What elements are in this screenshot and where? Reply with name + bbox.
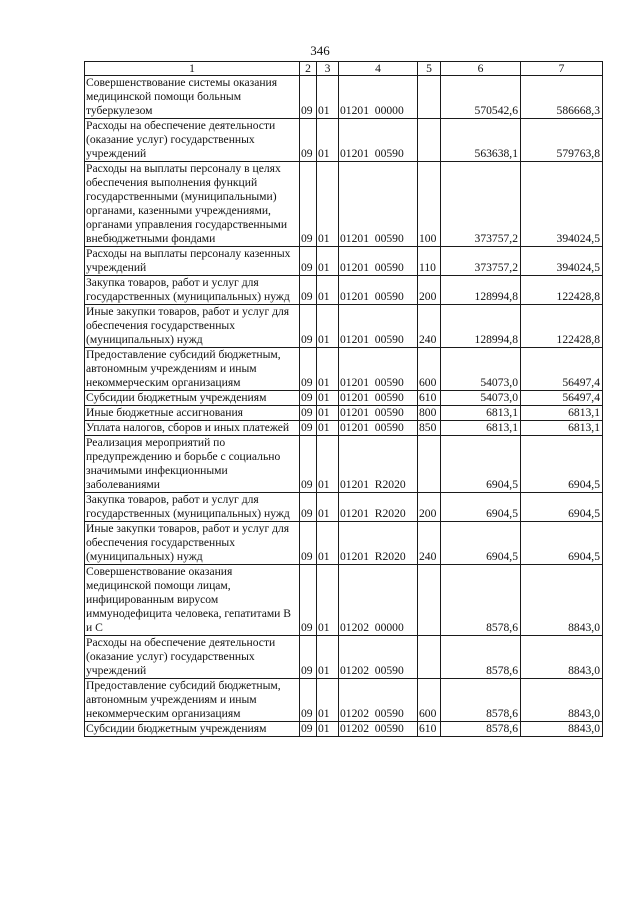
direction-code: 00590: [374, 147, 404, 160]
table-row: [85, 276, 603, 305]
table-row: [85, 493, 603, 522]
table-row: [85, 162, 603, 247]
expense-type-code: [418, 565, 441, 636]
expense-type-code: 200: [418, 276, 441, 305]
page-number: 346: [310, 43, 330, 58]
direction-code: 00590: [374, 333, 404, 346]
amount-year-2: 8843,0: [521, 722, 603, 737]
column-header: 1: [85, 62, 300, 76]
subsection-code: 01: [317, 679, 339, 722]
section-code: 09: [300, 565, 317, 636]
target-article-code: [339, 276, 418, 305]
direction-code: 00590: [374, 290, 404, 303]
expense-type-code: [418, 636, 441, 679]
direction-code: R2020: [374, 507, 406, 520]
subsection-code: 01: [317, 162, 339, 247]
budget-item-name: Иные закупки товаров, работ и услуг для обеспечения государственных (муниципальных) нужд: [85, 305, 300, 348]
direction-code: 00590: [374, 707, 404, 720]
table-row: [85, 722, 603, 737]
amount-year-2: 122428,8: [521, 305, 603, 348]
budget-item-name: Совершенствование оказания медицинской помощи лицам, инфицированным вирусом иммунодефицита человека, гепатитами В и С: [85, 565, 300, 636]
budget-item-name: Расходы на обеспечение деятельности (оказание услуг) государственных учреждений: [85, 636, 300, 679]
direction-code: 00000: [374, 104, 404, 117]
table-row: [85, 305, 603, 348]
target-article-code: [339, 421, 418, 436]
amount-year-1: 563638,1: [441, 119, 521, 162]
subsection-code: 01: [317, 276, 339, 305]
table-row: [85, 679, 603, 722]
amount-year-2: 6813,1: [521, 406, 603, 421]
direction-code: 00590: [374, 261, 404, 274]
amount-year-1: 8578,6: [441, 679, 521, 722]
section-code: 09: [300, 276, 317, 305]
section-code: 09: [300, 162, 317, 247]
target-article-code: [339, 522, 418, 565]
subsection-code: 01: [317, 247, 339, 276]
expense-type-code: 610: [418, 391, 441, 406]
section-code: 09: [300, 636, 317, 679]
direction-code: 00590: [374, 391, 404, 404]
program-code: 01202: [340, 707, 369, 720]
expense-type-code: 600: [418, 679, 441, 722]
direction-code: 00000: [374, 621, 404, 634]
budget-item-name: Расходы на обеспечение деятельности (оказание услуг) государственных учреждений: [85, 119, 300, 162]
subsection-code: 01: [317, 522, 339, 565]
target-article-code: [339, 406, 418, 421]
program-code: 01202: [340, 664, 369, 677]
expense-type-code: 110: [418, 247, 441, 276]
expense-type-code: [418, 119, 441, 162]
target-article-code: [339, 436, 418, 493]
direction-code: 00590: [374, 664, 404, 677]
section-code: 09: [300, 406, 317, 421]
subsection-code: 01: [317, 348, 339, 391]
amount-year-1: 6813,1: [441, 421, 521, 436]
target-article-code: [339, 119, 418, 162]
column-header: 2: [300, 62, 317, 76]
budget-item-name: Предоставление субсидий бюджетным, автономным учреждениям и иным некоммерческим организациям: [85, 348, 300, 391]
section-code: 09: [300, 436, 317, 493]
budget-item-name: Уплата налогов, сборов и иных платежей: [85, 421, 300, 436]
section-code: 09: [300, 391, 317, 406]
section-code: 09: [300, 76, 317, 119]
expense-type-code: 600: [418, 348, 441, 391]
amount-year-1: 8578,6: [441, 722, 521, 737]
target-article-code: [339, 305, 418, 348]
amount-year-1: 54073,0: [441, 391, 521, 406]
amount-year-1: 6813,1: [441, 406, 521, 421]
table-row: [85, 522, 603, 565]
section-code: 09: [300, 679, 317, 722]
expense-type-code: 240: [418, 522, 441, 565]
program-code: 01201: [340, 333, 369, 346]
amount-year-1: 373757,2: [441, 247, 521, 276]
amount-year-2: 8843,0: [521, 636, 603, 679]
table-row: [85, 636, 603, 679]
direction-code: 00590: [374, 421, 404, 434]
section-code: 09: [300, 421, 317, 436]
table-row: [85, 436, 603, 493]
amount-year-2: 586668,3: [521, 76, 603, 119]
expense-type-code: 850: [418, 421, 441, 436]
amount-year-1: 128994,8: [441, 276, 521, 305]
amount-year-2: 6904,5: [521, 493, 603, 522]
subsection-code: 01: [317, 421, 339, 436]
expense-type-code: 100: [418, 162, 441, 247]
budget-table: [84, 61, 603, 737]
target-article-code: [339, 636, 418, 679]
direction-code: 00590: [374, 406, 404, 419]
program-code: 01201: [340, 376, 369, 389]
program-code: 01202: [340, 621, 369, 634]
subsection-code: 01: [317, 565, 339, 636]
section-code: 09: [300, 305, 317, 348]
header-row: [85, 62, 603, 76]
table-row: [85, 119, 603, 162]
table-row: [85, 421, 603, 436]
section-code: 09: [300, 722, 317, 737]
program-code: 01201: [340, 261, 369, 274]
direction-code: 00590: [374, 232, 404, 245]
section-code: 09: [300, 348, 317, 391]
program-code: 01201: [340, 406, 369, 419]
program-code: 01201: [340, 478, 369, 491]
program-code: 01201: [340, 290, 369, 303]
subsection-code: 01: [317, 391, 339, 406]
target-article-code: [339, 493, 418, 522]
expense-type-code: 240: [418, 305, 441, 348]
target-article-code: [339, 162, 418, 247]
subsection-code: 01: [317, 76, 339, 119]
amount-year-1: 373757,2: [441, 162, 521, 247]
table-row: [85, 565, 603, 636]
expense-type-code: [418, 436, 441, 493]
budget-item-name: Совершенствование системы оказания медицинской помощи больным туберкулезом: [85, 76, 300, 119]
target-article-code: [339, 722, 418, 737]
expense-type-code: [418, 76, 441, 119]
budget-item-name: Закупка товаров, работ и услуг для государственных (муниципальных) нужд: [85, 276, 300, 305]
amount-year-2: 122428,8: [521, 276, 603, 305]
program-code: 01201: [340, 550, 369, 563]
amount-year-2: 6904,5: [521, 436, 603, 493]
direction-code: 00590: [374, 376, 404, 389]
amount-year-1: 8578,6: [441, 636, 521, 679]
direction-code: R2020: [374, 550, 406, 563]
direction-code: R2020: [374, 478, 406, 491]
program-code: 01201: [340, 147, 369, 160]
budget-item-name: Расходы на выплаты персоналу казенных учреждений: [85, 247, 300, 276]
subsection-code: 01: [317, 722, 339, 737]
section-code: 09: [300, 119, 317, 162]
program-code: 01202: [340, 722, 369, 735]
column-header: 7: [521, 62, 603, 76]
target-article-code: [339, 76, 418, 119]
amount-year-2: 56497,4: [521, 391, 603, 406]
budget-item-name: Субсидии бюджетным учреждениям: [85, 391, 300, 406]
budget-item-name: Субсидии бюджетным учреждениям: [85, 722, 300, 737]
amount-year-2: 6904,5: [521, 522, 603, 565]
amount-year-2: 579763,8: [521, 119, 603, 162]
amount-year-2: 394024,5: [521, 162, 603, 247]
expense-type-code: 800: [418, 406, 441, 421]
program-code: 01201: [340, 391, 369, 404]
budget-item-name: Предоставление субсидий бюджетным, автономным учреждениям и иным некоммерческим организациям: [85, 679, 300, 722]
table-row: [85, 247, 603, 276]
section-code: 09: [300, 493, 317, 522]
section-code: 09: [300, 247, 317, 276]
program-code: 01201: [340, 104, 369, 117]
target-article-code: [339, 391, 418, 406]
table-row: [85, 406, 603, 421]
amount-year-1: 6904,5: [441, 522, 521, 565]
target-article-code: [339, 348, 418, 391]
budget-item-name: Закупка товаров, работ и услуг для государственных (муниципальных) нужд: [85, 493, 300, 522]
section-code: 09: [300, 522, 317, 565]
table-row: [85, 76, 603, 119]
subsection-code: 01: [317, 636, 339, 679]
budget-item-name: Иные бюджетные ассигнования: [85, 406, 300, 421]
budget-item-name: Реализация мероприятий по предупреждению и борьбе с социально значимыми инфекционными заболеваниями: [85, 436, 300, 493]
column-header: 6: [441, 62, 521, 76]
subsection-code: 01: [317, 406, 339, 421]
subsection-code: 01: [317, 436, 339, 493]
expense-type-code: 200: [418, 493, 441, 522]
amount-year-2: 8843,0: [521, 565, 603, 636]
expense-type-code: 610: [418, 722, 441, 737]
amount-year-1: 570542,6: [441, 76, 521, 119]
amount-year-2: 6813,1: [521, 421, 603, 436]
column-header: 4: [339, 62, 418, 76]
program-code: 01201: [340, 232, 369, 245]
table-row: [85, 348, 603, 391]
budget-item-name: Иные закупки товаров, работ и услуг для обеспечения государственных (муниципальных) нужд: [85, 522, 300, 565]
amount-year-1: 6904,5: [441, 493, 521, 522]
table-body: [85, 76, 603, 737]
program-code: 01201: [340, 421, 369, 434]
target-article-code: [339, 679, 418, 722]
amount-year-1: 128994,8: [441, 305, 521, 348]
amount-year-2: 8843,0: [521, 679, 603, 722]
amount-year-2: 56497,4: [521, 348, 603, 391]
subsection-code: 01: [317, 119, 339, 162]
column-header: 3: [317, 62, 339, 76]
budget-item-name: Расходы на выплаты персоналу в целях обеспечения выполнения функций государственными (муниципальными) органами, казенными учреждениями, органами управления государственными внебюджетными фондами: [85, 162, 300, 247]
table-row: [85, 391, 603, 406]
target-article-code: [339, 247, 418, 276]
column-header: 5: [418, 62, 441, 76]
program-code: 01201: [340, 507, 369, 520]
direction-code: 00590: [374, 722, 404, 735]
subsection-code: 01: [317, 493, 339, 522]
subsection-code: 01: [317, 305, 339, 348]
amount-year-1: 54073,0: [441, 348, 521, 391]
amount-year-2: 394024,5: [521, 247, 603, 276]
amount-year-1: 6904,5: [441, 436, 521, 493]
amount-year-1: 8578,6: [441, 565, 521, 636]
target-article-code: [339, 565, 418, 636]
